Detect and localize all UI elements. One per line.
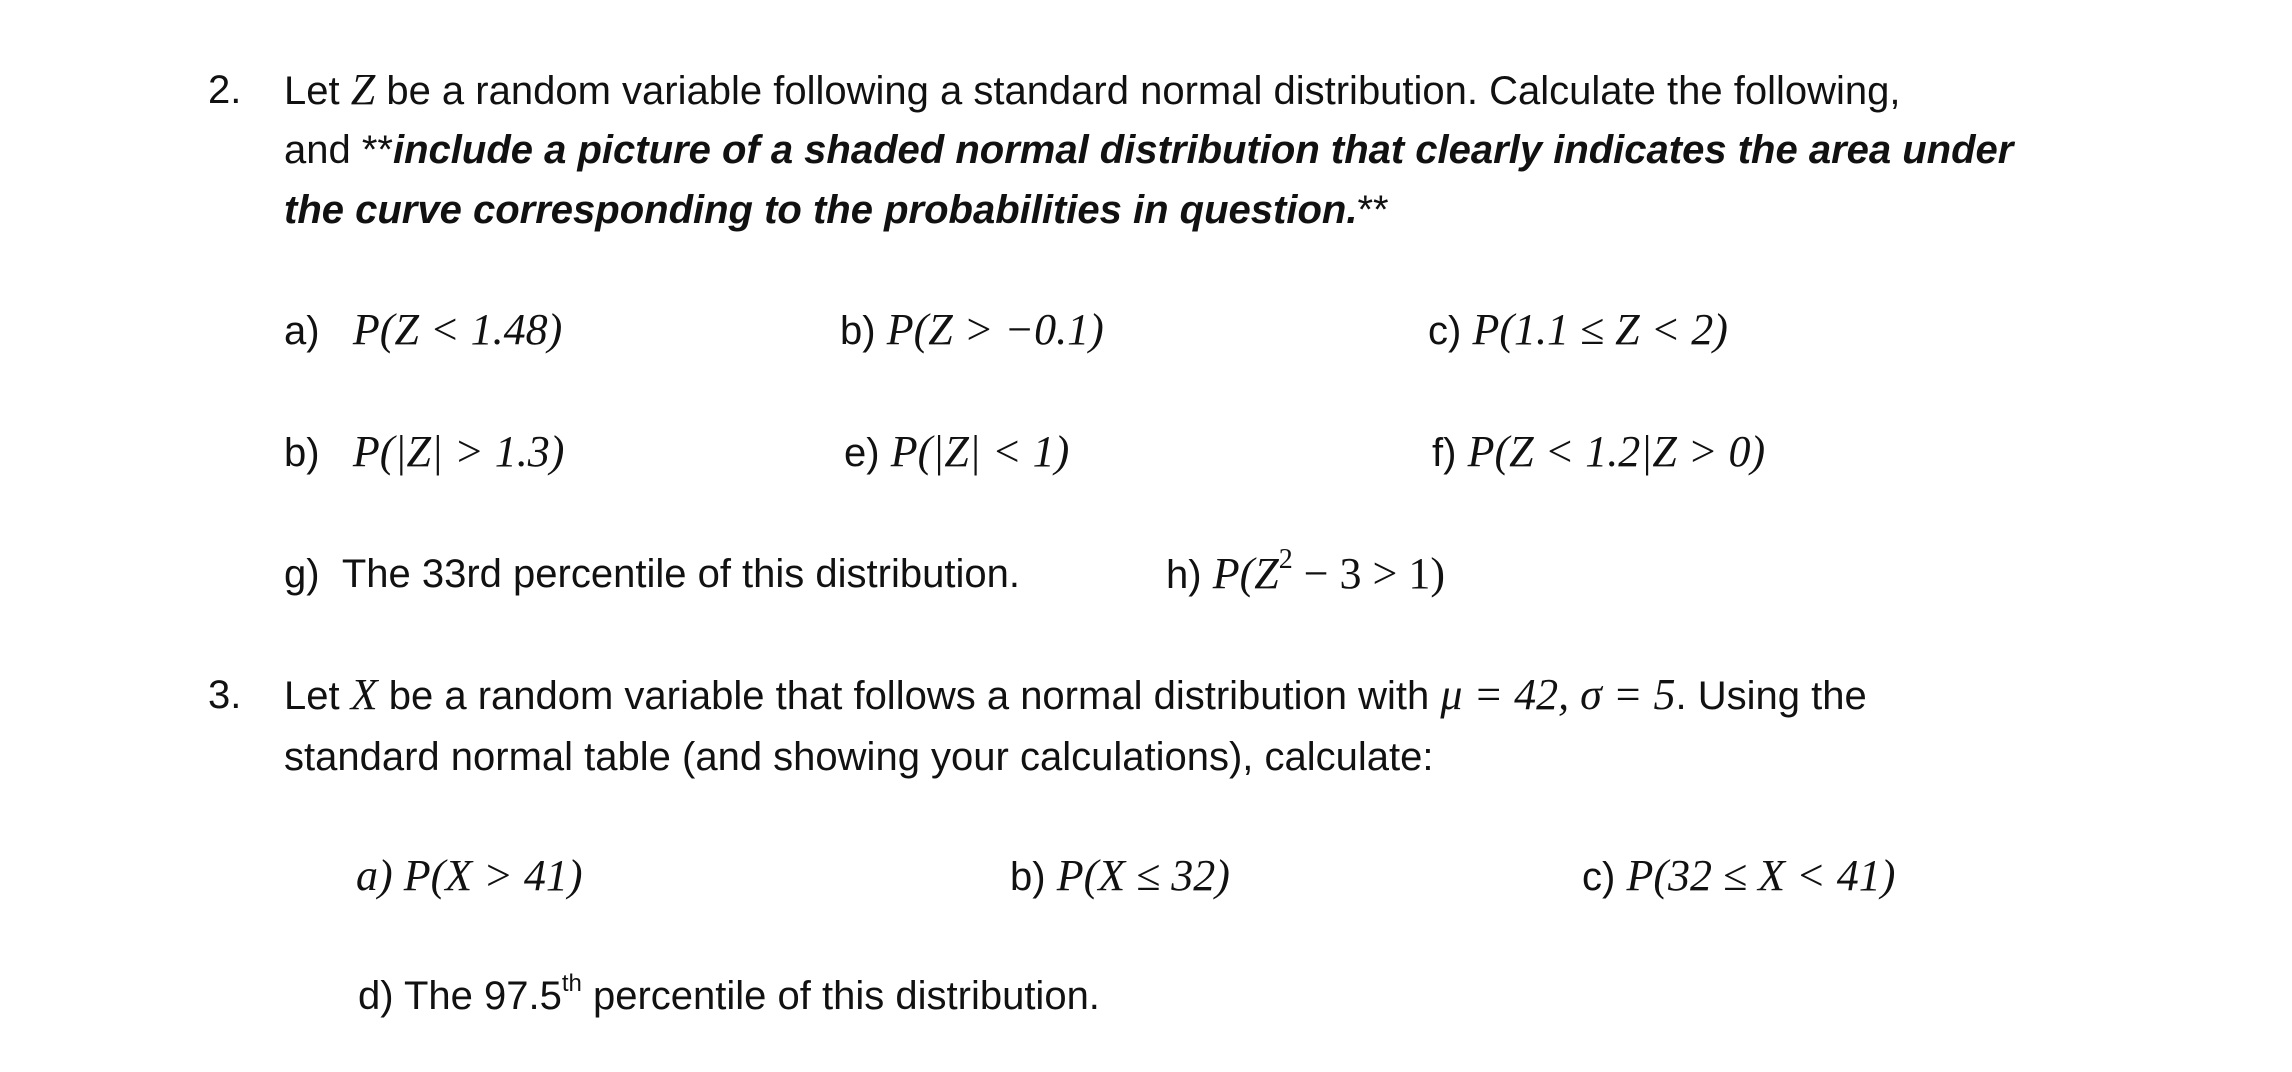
emphasis-text: include a picture of a shaded normal distribution that clearly indicates the area under <box>392 128 2014 172</box>
item-label: b) <box>284 431 320 475</box>
question-text-line-3: the curve corresponding to the probabilities in question.** <box>284 188 1389 232</box>
question-text-line-2: and **include a picture of a shaded normal distribution that clearly indicates the area under <box>284 128 2014 172</box>
question-text-line-2: standard normal table (and showing your calculations), calculate: <box>284 735 1434 779</box>
math-expression: P(Z < 1.48) <box>352 305 563 354</box>
sub-item <box>1010 846 1230 907</box>
item-label: f) <box>1432 431 1457 475</box>
item-label: a) <box>356 851 393 900</box>
sub-item <box>358 966 1100 1026</box>
math-expression: P(1.1 ≤ Z < 2) <box>1472 305 1728 354</box>
item-label: g) <box>284 552 320 596</box>
sub-item <box>284 422 564 483</box>
item-label: a) <box>284 309 320 353</box>
math-expression: P(Z < 1.2|Z > 0) <box>1467 427 1766 476</box>
question-text-line-1: Let X be a random variable that follows a normal distribution with μ = 42, σ = 5. Using the <box>284 670 1867 719</box>
math-expression: P(X > 41) <box>403 851 583 900</box>
sub-item <box>1166 544 1445 605</box>
math-expression: P(|Z| < 1) <box>890 427 1070 476</box>
math-expression: $P(Z^2 - 3 > 1)$ <box>1212 544 1445 598</box>
sub-item <box>284 544 1020 604</box>
sub-item <box>284 300 562 361</box>
item-label: c) <box>1582 855 1616 899</box>
item-label: e) <box>844 431 880 475</box>
emphasis-text: the curve corresponding to the probabilities in question. <box>284 188 1358 232</box>
math-expression: P(32 ≤ X < 41) <box>1626 851 1896 900</box>
item-label: h) <box>1166 553 1202 597</box>
sub-item <box>1428 300 1728 361</box>
sub-item <box>1582 846 1895 907</box>
math-expression: μ = 42, σ = 5 <box>1440 670 1676 719</box>
item-text: The 33rd percentile of this distribution. <box>341 552 1020 596</box>
sub-item <box>356 846 583 907</box>
sub-item <box>840 300 1104 361</box>
math-expression: P(X ≤ 32) <box>1056 851 1230 900</box>
variable: X <box>350 670 378 719</box>
item-text: The 97.5th percentile of this distribution. <box>403 970 1100 1018</box>
question-number: 3. <box>208 673 242 717</box>
question-text-line-1: Let Z be a random variable following a standard normal distribution. Calculate the following, <box>284 65 1901 114</box>
item-label: c) <box>1428 309 1462 353</box>
math-expression: P(Z > −0.1) <box>886 305 1104 354</box>
item-label: b) <box>1010 855 1046 899</box>
variable: Z <box>350 65 376 114</box>
item-label: b) <box>840 309 876 353</box>
item-label: d) <box>358 974 394 1018</box>
sub-item <box>844 422 1069 483</box>
question-number: 2. <box>208 68 242 112</box>
math-expression: P(|Z| > 1.3) <box>352 427 565 476</box>
sub-item <box>1432 422 1765 483</box>
